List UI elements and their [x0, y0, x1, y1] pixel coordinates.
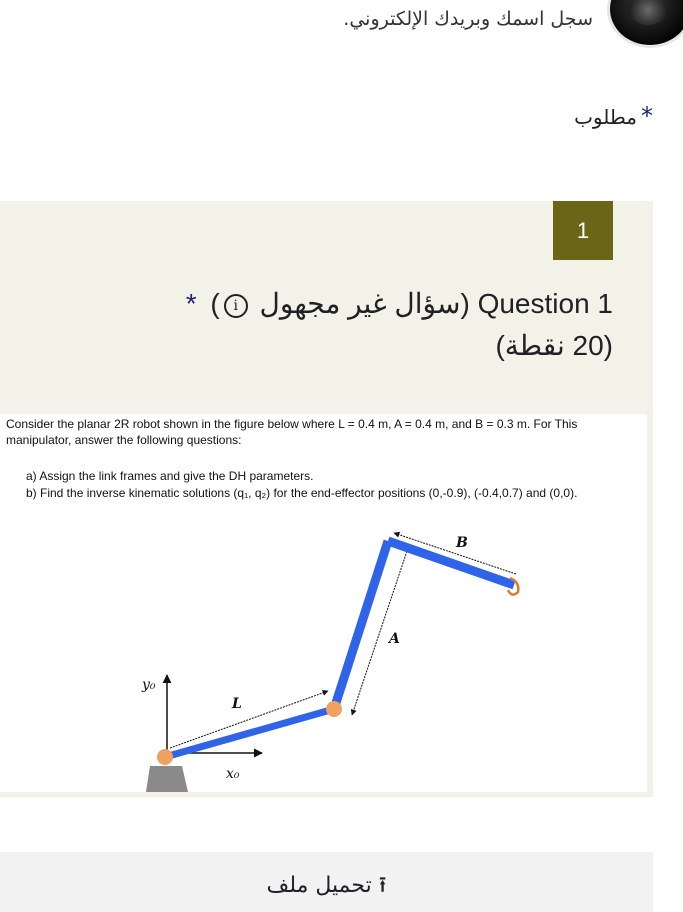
anonymous-label: (سؤال غير مجهول: [259, 288, 470, 319]
intro-line: manipulator, answer the following questions:: [6, 433, 242, 447]
label-y0: y₀: [142, 677, 156, 693]
upload-file-button[interactable]: [0, 868, 653, 906]
item-b: b) Find the inverse kinematic solutions (q₁, q₂) for the end-effector positions (0,-0.9), (-0.4,0.7) and (0,0).: [26, 486, 578, 500]
question-title: [53, 283, 613, 367]
info-icon[interactable]: i: [224, 294, 248, 318]
avatar[interactable]: [607, 0, 683, 48]
label-A: A: [389, 631, 400, 647]
upload-label: تحميل ملف: [266, 873, 372, 898]
question-title-line: [53, 283, 613, 325]
required-star: *: [185, 288, 197, 319]
upload-icon: ⭱: [378, 873, 387, 898]
link-A: [334, 541, 388, 709]
joint-elbow: [326, 701, 342, 717]
question-image: [0, 414, 647, 792]
label-L: L: [232, 696, 242, 712]
item-a: a) Assign the link frames and give the DH parameters.: [26, 469, 314, 483]
robot-diagram: [0, 414, 647, 792]
label-x0: x₀: [226, 766, 240, 782]
required-note: [574, 102, 653, 130]
link-B: [388, 541, 514, 585]
link-L: [165, 709, 334, 757]
question-points: (20 نقطة): [495, 330, 613, 361]
label-B: B: [456, 535, 468, 551]
question-number-badge: 1: [553, 201, 613, 260]
email-note: سجل اسمك وبريدك الإلكتروني.: [343, 8, 593, 30]
joint-base: [157, 749, 173, 765]
robot-base: [146, 766, 188, 792]
question-card: [0, 201, 653, 797]
required-label: مطلوب: [574, 105, 637, 129]
intro-line: Consider the planar 2R robot shown in the figure below where L = 0.4 m, A = 0.4 m, and B = 0.3 m. For This: [6, 417, 578, 431]
avatar-face: [628, 0, 668, 25]
question-title-text: Question 1: [477, 288, 613, 319]
anonymous-close: ): [210, 288, 220, 319]
required-star: *: [641, 102, 653, 130]
